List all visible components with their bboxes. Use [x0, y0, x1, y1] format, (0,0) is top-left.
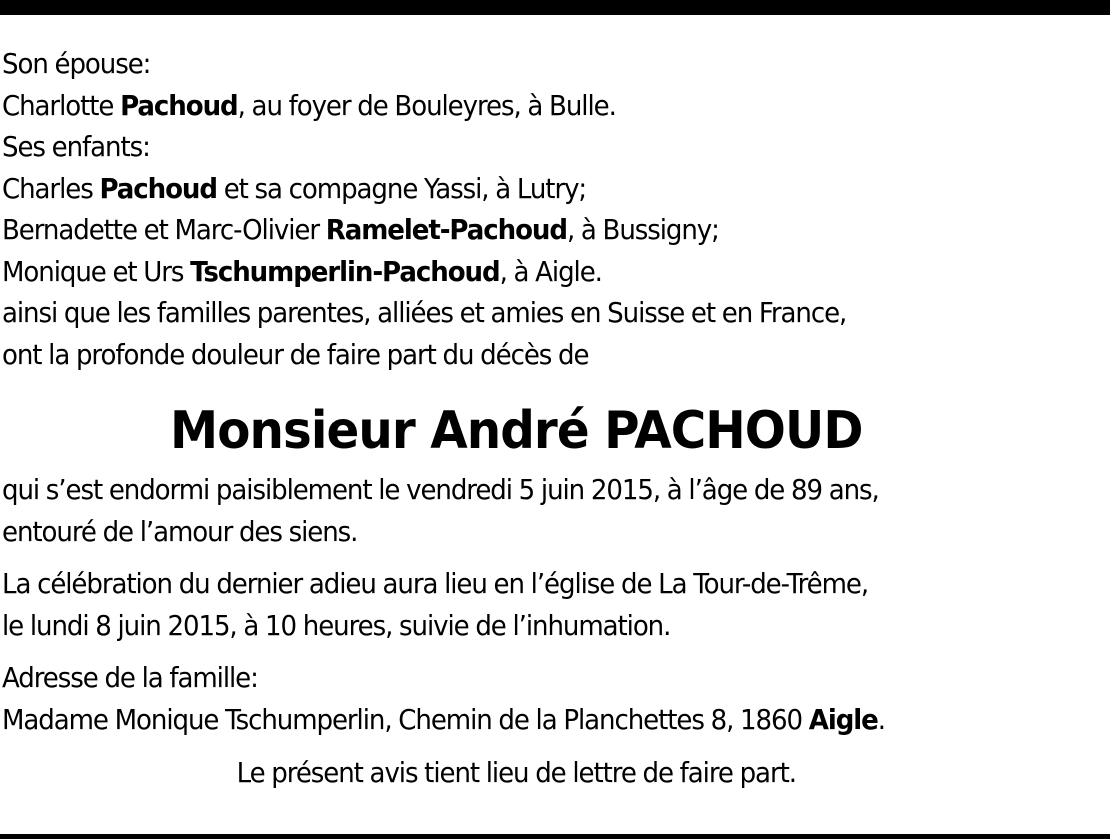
families-text: ainsi que les familles parentes, alliées et amies en Suisse et en France, [2, 296, 847, 329]
children-section [2, 126, 1031, 292]
child-first-name: Bernadette et Marc-Olivier [2, 213, 319, 246]
child-location: et sa compagne Yassi, à Lutry; [216, 171, 587, 205]
family-address-text: Madame Monique Tschumperlin, Chemin de la Planchettes 8, 1860 [2, 702, 809, 736]
death-details-line: entouré de l’amour des siens. [2, 514, 358, 548]
child-entry [2, 251, 1031, 293]
child-entry [2, 168, 1031, 210]
ceremony-details [2, 563, 1031, 646]
spouse-location: , au foyer de Bouleyres, à Bulle. [237, 88, 616, 122]
child-entry [2, 209, 1031, 251]
top-border-rule [0, 0, 1110, 15]
child-surname: Pachoud [99, 171, 217, 205]
death-details-line: qui s’est endormi paisiblement le vendredi 5 juin 2015, à l’âge de 89 ans, [2, 473, 879, 506]
spouse-entry [2, 85, 1031, 127]
child-surname: Ramelet-Pachoud [325, 213, 567, 246]
families-line [2, 292, 1031, 375]
family-address-section [2, 657, 1031, 740]
child-first-name: Charles [2, 171, 93, 205]
child-surname: Tschumperlin-Pachoud [190, 254, 500, 288]
announcement-text: ont la profonde douleur de faire part du décès de [2, 337, 589, 371]
family-address-end: . [877, 702, 885, 736]
family-address-heading: Adresse de la famille: [2, 661, 258, 694]
spouse-surname: Pachoud [120, 88, 238, 122]
children-heading: Ses enfants: [2, 130, 150, 163]
death-details [2, 469, 1031, 552]
ceremony-line: La célébration du dernier adieu aura lieu en l’église de La Tour-de-Trême, [2, 567, 869, 600]
spouse-section [2, 43, 1031, 126]
child-location: , à Aigle. [499, 254, 602, 288]
spouse-heading: Son épouse: [2, 47, 151, 80]
ceremony-line: le lundi 8 juin 2015, à 10 heures, suivie de l’inhumation. [2, 608, 671, 642]
closing-note: Le présent avis tient lieu de lettre de faire part. [236, 756, 796, 789]
family-address-city: Aigle [808, 702, 878, 736]
child-first-name: Monique et Urs [2, 254, 184, 288]
family-address-line [2, 699, 1031, 741]
obituary-notice [2, 43, 1031, 794]
bottom-border-rule [0, 834, 1110, 839]
child-location: , à Bussigny; [566, 213, 719, 246]
spouse-first-name: Charlotte [2, 88, 114, 122]
deceased-name: Monsieur André PACHOUD [170, 401, 863, 461]
